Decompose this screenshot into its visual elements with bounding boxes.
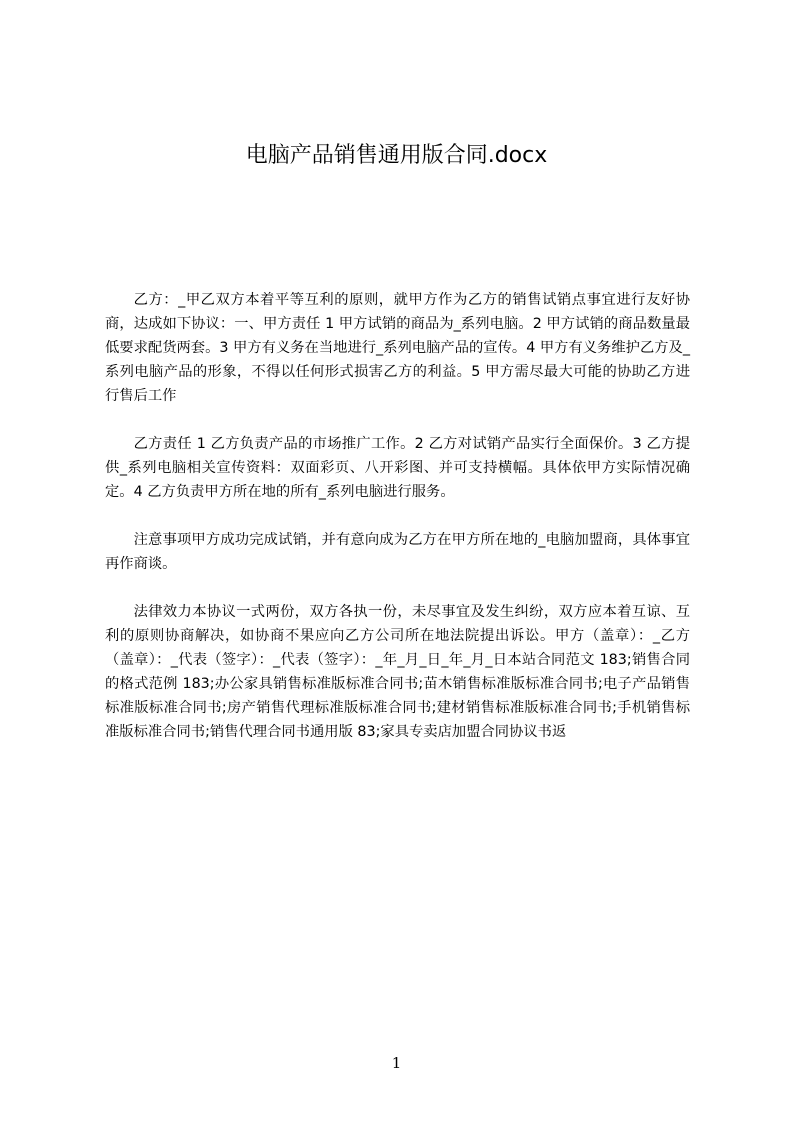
document-title: 电脑产品销售通用版合同.docx xyxy=(245,143,548,168)
paragraph-party-b-duties: 乙方责任 1 乙方负责产品的市场推广工作。2 乙方对试销产品实行全面保价。3 乙方提供_系列电脑相关宣传资料：双面彩页、八开彩图、并可支持横幅。具体依甲方实际情况确定。4 乙方负责甲方所在地的所有_系列电脑进行服务。 xyxy=(105,436,690,500)
paragraph-legal-effect: 法律效力本协议一式两份，双方各执一份，未尽事宜及发生纠纷，双方应本着互谅、互利的原则协商解决，如协商不果应向乙方公司所在地法院提出诉讼。甲方（盖章）：_乙方（盖章）：_代表（签字）：_代表（签字）：_年_月_日_年_月_日本站合同范文 183;销售合同的格式范例 183;办公家具销售标准版标准合同书;苗木销售标准版标准合同书;电子产品销售标准版标准合同书;房产销售代理标准版标准合同书;建材销售标准版标准合同书;手机销售标准版标准合同书;销售代理合同书通用版 83;家具专卖店加盟合同协议书返 xyxy=(105,604,690,740)
paragraph-party-a-duties: 乙方：_甲乙双方本着平等互利的原则，就甲方作为乙方的销售试销点事宜进行友好协商，达成如下协议：一、甲方责任 1 甲方试销的商品为_系列电脑。2 甲方试销的商品数量最低要求配货两套。3 甲方有义务在当地进行_系列电脑产品的宣传。4 甲方有义务维护乙方及_系列电脑产品的形象，不得以任何形式损害乙方的利益。5 甲方需尽最大可能的协助乙方进行售后工作 xyxy=(105,292,690,404)
document-body xyxy=(105,288,690,768)
paragraph-notes: 注意事项甲方成功完成试销，并有意向成为乙方在甲方所在地的_电脑加盟商，具体事宜再作商谈。 xyxy=(105,532,690,572)
page-number: 1 xyxy=(391,1054,402,1072)
